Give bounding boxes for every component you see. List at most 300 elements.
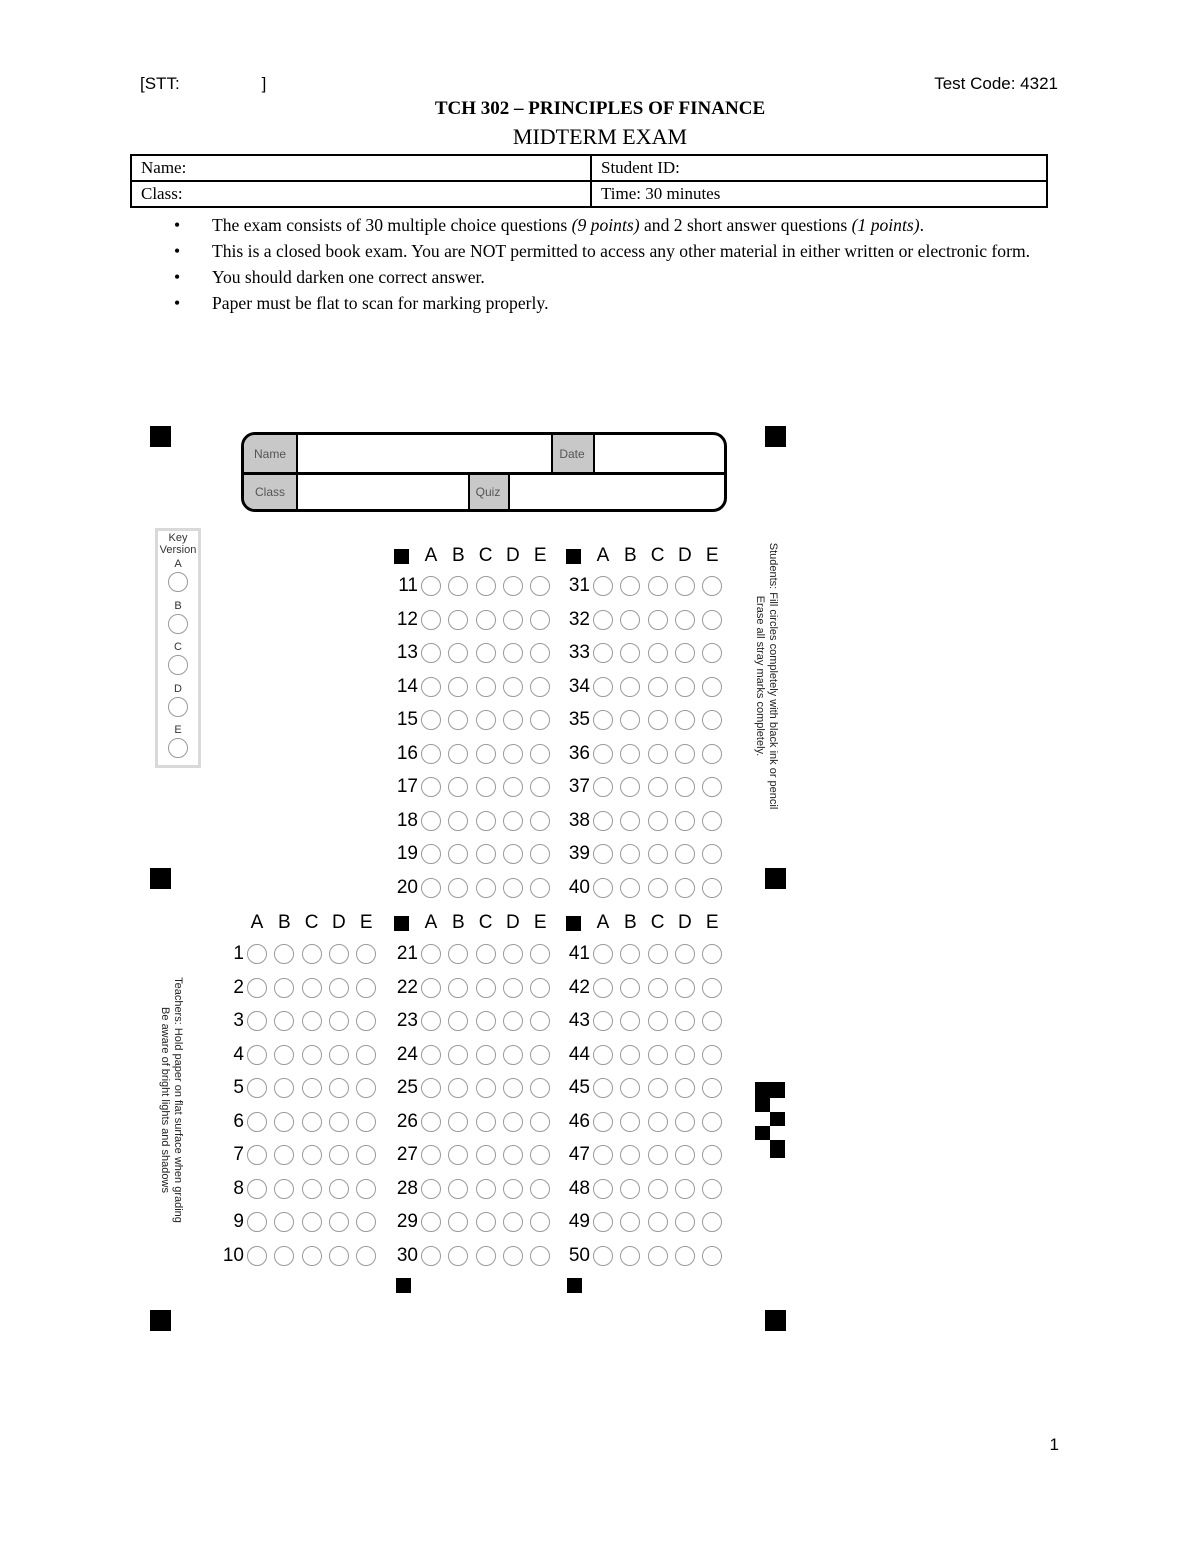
- answer-bubble[interactable]: [421, 576, 441, 596]
- answer-bubble[interactable]: [448, 610, 468, 630]
- answer-bubble[interactable]: [503, 844, 523, 864]
- answer-bubble[interactable]: [675, 744, 695, 764]
- answer-bubble[interactable]: [356, 1179, 376, 1199]
- answer-bubble[interactable]: [448, 1045, 468, 1065]
- answer-bubble[interactable]: [503, 978, 523, 998]
- answer-bubble[interactable]: [503, 1212, 523, 1232]
- answer-bubble[interactable]: [593, 844, 613, 864]
- answer-bubble[interactable]: [503, 1112, 523, 1132]
- answer-bubble[interactable]: [448, 643, 468, 663]
- question-number: 10: [222, 1244, 244, 1266]
- answer-bubble[interactable]: [593, 710, 613, 730]
- teacher-note: Be aware of bright lights and shadows: [159, 1007, 171, 1193]
- answer-bubble[interactable]: [421, 844, 441, 864]
- answer-bubble[interactable]: [593, 1045, 613, 1065]
- answer-bubble[interactable]: [593, 1179, 613, 1199]
- answer-bubble[interactable]: [421, 744, 441, 764]
- answer-bubble[interactable]: [329, 1145, 349, 1165]
- column-marker: [566, 549, 581, 564]
- question-number: 11: [398, 575, 418, 596]
- answer-bubble[interactable]: [530, 1145, 550, 1165]
- answer-bubble[interactable]: [247, 1246, 267, 1266]
- answer-bubble[interactable]: [593, 643, 613, 663]
- answer-bubble[interactable]: [530, 1212, 550, 1232]
- answer-bubble[interactable]: [648, 677, 668, 697]
- answer-bubble[interactable]: [356, 1246, 376, 1266]
- key-version-bubble[interactable]: [168, 697, 188, 717]
- answer-bubble[interactable]: [247, 1078, 267, 1098]
- answer-bubble[interactable]: [675, 643, 695, 663]
- answer-bubble[interactable]: [302, 1078, 322, 1098]
- answer-bubble[interactable]: [421, 1145, 441, 1165]
- answer-bubble[interactable]: [648, 1011, 668, 1031]
- answer-bubble[interactable]: [503, 1078, 523, 1098]
- question-number: 24: [396, 1043, 418, 1065]
- answer-bubble[interactable]: [247, 944, 267, 964]
- answer-bubble[interactable]: [448, 677, 468, 697]
- answer-bubble[interactable]: [593, 978, 613, 998]
- answer-bubble[interactable]: [620, 1212, 640, 1232]
- answer-bubble[interactable]: [476, 878, 496, 898]
- key-version-bubble[interactable]: [168, 614, 188, 634]
- answer-bubble[interactable]: [593, 944, 613, 964]
- answer-bubble[interactable]: [675, 1212, 695, 1232]
- choice-letter: E: [705, 545, 719, 566]
- question-number: 39: [568, 843, 590, 864]
- answer-bubble[interactable]: [702, 677, 722, 697]
- question-number: 48: [568, 1177, 590, 1199]
- answer-bubble[interactable]: [530, 1011, 550, 1031]
- answer-bubble[interactable]: [421, 1212, 441, 1232]
- answer-bubble[interactable]: [503, 1045, 523, 1065]
- question-number: 20: [396, 876, 418, 898]
- answer-bubble[interactable]: [648, 1145, 668, 1165]
- answer-bubble[interactable]: [421, 643, 441, 663]
- answer-bubble[interactable]: [530, 576, 550, 596]
- answer-bubble[interactable]: [675, 978, 695, 998]
- answer-bubble[interactable]: [421, 1112, 441, 1132]
- answer-bubble[interactable]: [476, 1011, 496, 1031]
- question-number: 27: [396, 1144, 418, 1165]
- answer-bubble[interactable]: [675, 1045, 695, 1065]
- answer-bubble[interactable]: [702, 643, 722, 663]
- answer-bubble[interactable]: [702, 576, 722, 596]
- answer-bubble[interactable]: [593, 1112, 613, 1132]
- answer-bubble[interactable]: [247, 978, 267, 998]
- answer-bubble[interactable]: [302, 1212, 322, 1232]
- answer-bubble[interactable]: [421, 811, 441, 831]
- answer-bubble[interactable]: [675, 944, 695, 964]
- choice-letter: D: [506, 545, 520, 566]
- key-version-bubble[interactable]: [168, 572, 188, 592]
- answer-bubble[interactable]: [476, 1045, 496, 1065]
- answer-bubble[interactable]: [702, 1212, 722, 1232]
- answer-bubble[interactable]: [274, 1145, 294, 1165]
- answer-bubble[interactable]: [675, 878, 695, 898]
- answer-bubble[interactable]: [356, 978, 376, 998]
- key-version-bubble[interactable]: [168, 738, 188, 758]
- answer-bubble[interactable]: [448, 1179, 468, 1199]
- answer-bubble[interactable]: [302, 1179, 322, 1199]
- answer-bubble[interactable]: [356, 944, 376, 964]
- answer-bubble[interactable]: [356, 1212, 376, 1232]
- answer-bubble[interactable]: [421, 944, 441, 964]
- answer-bubble[interactable]: [302, 944, 322, 964]
- answer-bubble[interactable]: [476, 1078, 496, 1098]
- answer-bubble[interactable]: [448, 1212, 468, 1232]
- answer-bubble[interactable]: [702, 944, 722, 964]
- answer-bubble[interactable]: [648, 1112, 668, 1132]
- answer-bubble[interactable]: [620, 744, 640, 764]
- answer-bubble[interactable]: [274, 1112, 294, 1132]
- answer-bubble[interactable]: [476, 1179, 496, 1199]
- question-number: 9: [233, 1211, 244, 1232]
- answer-bubble[interactable]: [329, 978, 349, 998]
- answer-bubble[interactable]: [329, 1212, 349, 1232]
- answer-bubble[interactable]: [356, 1045, 376, 1065]
- answer-bubble[interactable]: [503, 1246, 523, 1266]
- answer-bubble[interactable]: [274, 1045, 294, 1065]
- answer-bubble[interactable]: [530, 1246, 550, 1266]
- choice-letter: B: [623, 912, 637, 933]
- answer-bubble[interactable]: [247, 1011, 267, 1031]
- answer-bubble[interactable]: [476, 610, 496, 630]
- answer-bubble[interactable]: [247, 1212, 267, 1232]
- sheet-quiz-label: Quiz: [468, 475, 508, 509]
- question-number: 18: [396, 809, 418, 831]
- answer-bubble[interactable]: [620, 1045, 640, 1065]
- answer-bubble[interactable]: [476, 944, 496, 964]
- answer-bubble[interactable]: [274, 1212, 294, 1232]
- name-cell[interactable]: Name:: [131, 155, 591, 181]
- answer-bubble[interactable]: [702, 811, 722, 831]
- answer-bubble[interactable]: [593, 811, 613, 831]
- answer-bubble[interactable]: [476, 710, 496, 730]
- answer-bubble[interactable]: [247, 1179, 267, 1199]
- question-number: 22: [396, 976, 418, 998]
- answer-bubble[interactable]: [648, 811, 668, 831]
- question-number: 25: [396, 1077, 418, 1098]
- answer-bubble[interactable]: [421, 1179, 441, 1199]
- answer-bubble[interactable]: [329, 1179, 349, 1199]
- timing-mark: [755, 1126, 770, 1140]
- answer-bubble[interactable]: [421, 677, 441, 697]
- registration-mark: [150, 426, 171, 447]
- answer-bubble[interactable]: [421, 1246, 441, 1266]
- answer-bubble[interactable]: [448, 777, 468, 797]
- answer-bubble[interactable]: [503, 777, 523, 797]
- question-number: 38: [568, 809, 590, 831]
- answer-bubble[interactable]: [593, 1011, 613, 1031]
- answer-bubble[interactable]: [448, 944, 468, 964]
- answer-bubble[interactable]: [247, 1045, 267, 1065]
- answer-bubble[interactable]: [648, 710, 668, 730]
- question-number: 12: [396, 608, 418, 630]
- answer-bubble[interactable]: [503, 643, 523, 663]
- answer-bubble[interactable]: [476, 1145, 496, 1165]
- answer-bubble[interactable]: [593, 1246, 613, 1266]
- answer-bubble[interactable]: [648, 844, 668, 864]
- answer-bubble[interactable]: [620, 777, 640, 797]
- answer-bubble[interactable]: [702, 710, 722, 730]
- answer-bubble[interactable]: [274, 1078, 294, 1098]
- answer-bubble[interactable]: [675, 1246, 695, 1266]
- answer-bubble[interactable]: [421, 978, 441, 998]
- answer-bubble[interactable]: [648, 1212, 668, 1232]
- answer-bubble[interactable]: [593, 1212, 613, 1232]
- answer-bubble[interactable]: [476, 643, 496, 663]
- answer-bubble[interactable]: [247, 1145, 267, 1165]
- answer-bubble[interactable]: [302, 1246, 322, 1266]
- answer-bubble[interactable]: [476, 677, 496, 697]
- answer-bubble[interactable]: [620, 610, 640, 630]
- student-id-cell[interactable]: Student ID:: [591, 155, 1047, 181]
- answer-bubble[interactable]: [530, 944, 550, 964]
- answer-bubble[interactable]: [448, 844, 468, 864]
- choice-letter: D: [332, 912, 346, 933]
- class-cell[interactable]: Class:: [131, 181, 591, 207]
- answer-bubble[interactable]: [675, 1078, 695, 1098]
- answer-bubble[interactable]: [620, 677, 640, 697]
- answer-bubble[interactable]: [476, 811, 496, 831]
- answer-bubble[interactable]: [530, 1179, 550, 1199]
- answer-bubble[interactable]: [530, 1045, 550, 1065]
- registration-mark: [150, 1310, 171, 1331]
- key-version-bubble[interactable]: [168, 655, 188, 675]
- answer-bubble[interactable]: [620, 811, 640, 831]
- question-number: 14: [396, 675, 418, 697]
- answer-bubble[interactable]: [356, 1112, 376, 1132]
- answer-bubble[interactable]: [702, 978, 722, 998]
- answer-bubble[interactable]: [448, 1112, 468, 1132]
- answer-bubble[interactable]: [648, 1179, 668, 1199]
- answer-bubble[interactable]: [675, 610, 695, 630]
- answer-bubble[interactable]: [329, 1112, 349, 1132]
- answer-bubble[interactable]: [476, 844, 496, 864]
- answer-bubble[interactable]: [329, 1011, 349, 1031]
- answer-bubble[interactable]: [274, 944, 294, 964]
- answer-bubble[interactable]: [648, 576, 668, 596]
- choice-letter: C: [650, 545, 665, 566]
- answer-bubble[interactable]: [448, 1145, 468, 1165]
- answer-bubble[interactable]: [421, 878, 441, 898]
- answer-bubble[interactable]: [620, 878, 640, 898]
- answer-bubble[interactable]: [530, 811, 550, 831]
- answer-bubble[interactable]: [247, 1112, 267, 1132]
- answer-bubble[interactable]: [476, 1246, 496, 1266]
- answer-bubble[interactable]: [421, 777, 441, 797]
- answer-bubble[interactable]: [675, 677, 695, 697]
- answer-bubble[interactable]: [421, 1011, 441, 1031]
- answer-bubble[interactable]: [620, 1246, 640, 1266]
- answer-bubble[interactable]: [702, 1145, 722, 1165]
- choice-letter: D: [678, 912, 692, 933]
- answer-bubble[interactable]: [503, 744, 523, 764]
- answer-bubble[interactable]: [648, 777, 668, 797]
- answer-bubble[interactable]: [356, 1078, 376, 1098]
- answer-bubble[interactable]: [448, 878, 468, 898]
- answer-bubble[interactable]: [675, 844, 695, 864]
- answer-bubble[interactable]: [329, 1045, 349, 1065]
- question-number: 41: [568, 943, 590, 964]
- question-number: 8: [233, 1177, 244, 1199]
- choice-letter: A: [596, 912, 610, 933]
- answer-bubble[interactable]: [593, 677, 613, 697]
- stt-close: ]: [261, 74, 267, 93]
- answer-bubble[interactable]: [448, 576, 468, 596]
- answer-bubble[interactable]: [620, 643, 640, 663]
- answer-bubble[interactable]: [675, 1112, 695, 1132]
- answer-bubble[interactable]: [421, 1045, 441, 1065]
- answer-bubble[interactable]: [274, 1179, 294, 1199]
- answer-bubble[interactable]: [593, 576, 613, 596]
- answer-bubble[interactable]: [448, 744, 468, 764]
- answer-bubble[interactable]: [530, 844, 550, 864]
- answer-bubble[interactable]: [702, 1078, 722, 1098]
- answer-bubble[interactable]: [702, 878, 722, 898]
- answer-bubble[interactable]: [648, 978, 668, 998]
- answer-bubble[interactable]: [448, 710, 468, 730]
- answer-bubble[interactable]: [274, 1246, 294, 1266]
- sheet-header-box: [241, 432, 727, 512]
- answer-bubble[interactable]: [675, 1011, 695, 1031]
- answer-bubble[interactable]: [421, 610, 441, 630]
- answer-bubble[interactable]: [530, 677, 550, 697]
- answer-bubble[interactable]: [503, 1145, 523, 1165]
- answer-bubble[interactable]: [356, 1011, 376, 1031]
- answer-bubble[interactable]: [702, 744, 722, 764]
- answer-bubble[interactable]: [530, 978, 550, 998]
- answer-bubble[interactable]: [476, 744, 496, 764]
- answer-bubble[interactable]: [503, 878, 523, 898]
- answer-bubble[interactable]: [593, 878, 613, 898]
- answer-bubble[interactable]: [302, 978, 322, 998]
- answer-bubble[interactable]: [448, 811, 468, 831]
- instruction-item: • You should darken one correct answer.: [172, 264, 1052, 290]
- answer-bubble[interactable]: [530, 878, 550, 898]
- answer-bubble[interactable]: [648, 944, 668, 964]
- answer-bubble[interactable]: [302, 1011, 322, 1031]
- answer-bubble[interactable]: [675, 576, 695, 596]
- answer-bubble[interactable]: [675, 1179, 695, 1199]
- answer-bubble[interactable]: [593, 744, 613, 764]
- answer-bubble[interactable]: [648, 610, 668, 630]
- column-marker: [394, 916, 409, 931]
- answer-bubble[interactable]: [702, 777, 722, 797]
- answer-bubble[interactable]: [702, 1179, 722, 1199]
- answer-bubble[interactable]: [530, 643, 550, 663]
- answer-bubble[interactable]: [620, 844, 640, 864]
- answer-bubble[interactable]: [530, 777, 550, 797]
- answer-bubble[interactable]: [620, 1011, 640, 1031]
- answer-bubble[interactable]: [503, 610, 523, 630]
- answer-bubble[interactable]: [530, 710, 550, 730]
- answer-bubble[interactable]: [675, 811, 695, 831]
- answer-bubble[interactable]: [476, 576, 496, 596]
- answer-bubble[interactable]: [620, 1145, 640, 1165]
- answer-bubble[interactable]: [702, 1112, 722, 1132]
- answer-bubble[interactable]: [648, 1045, 668, 1065]
- answer-bubble[interactable]: [329, 1078, 349, 1098]
- answer-bubble[interactable]: [302, 1145, 322, 1165]
- answer-bubble[interactable]: [503, 944, 523, 964]
- answer-bubble[interactable]: [593, 1145, 613, 1165]
- answer-bubble[interactable]: [620, 710, 640, 730]
- answer-bubble[interactable]: [421, 1078, 441, 1098]
- answer-bubble[interactable]: [620, 576, 640, 596]
- question-number: 43: [568, 1010, 590, 1031]
- answer-bubble[interactable]: [421, 710, 441, 730]
- answer-bubble[interactable]: [675, 710, 695, 730]
- answer-bubble[interactable]: [648, 1246, 668, 1266]
- answer-bubble[interactable]: [530, 744, 550, 764]
- registration-mark: [765, 1310, 786, 1331]
- choice-letter: B: [451, 545, 465, 566]
- answer-bubble[interactable]: [274, 978, 294, 998]
- answer-bubble[interactable]: [476, 777, 496, 797]
- answer-bubble[interactable]: [620, 944, 640, 964]
- answer-bubble[interactable]: [503, 1179, 523, 1199]
- answer-bubble[interactable]: [503, 811, 523, 831]
- answer-bubble[interactable]: [476, 1112, 496, 1132]
- answer-bubble[interactable]: [530, 610, 550, 630]
- instruction-item: • This is a closed book exam. You are NOT permitted to access any other material in either written or electronic form.: [172, 238, 1052, 264]
- answer-bubble[interactable]: [702, 1011, 722, 1031]
- answer-bubble[interactable]: [476, 978, 496, 998]
- answer-bubble[interactable]: [302, 1112, 322, 1132]
- answer-bubble[interactable]: [620, 978, 640, 998]
- answer-bubble[interactable]: [675, 777, 695, 797]
- answer-bubble[interactable]: [329, 1246, 349, 1266]
- answer-bubble[interactable]: [620, 1179, 640, 1199]
- answer-bubble[interactable]: [702, 610, 722, 630]
- answer-bubble[interactable]: [593, 777, 613, 797]
- answer-bubble[interactable]: [702, 1045, 722, 1065]
- answer-bubble[interactable]: [620, 1112, 640, 1132]
- answer-bubble[interactable]: [530, 1112, 550, 1132]
- answer-bubble[interactable]: [448, 1078, 468, 1098]
- question-number: 36: [568, 742, 590, 764]
- answer-bubble[interactable]: [503, 1011, 523, 1031]
- course-title: TCH 302 – PRINCIPLES OF FINANCE: [434, 98, 766, 119]
- answer-bubble[interactable]: [702, 1246, 722, 1266]
- answer-bubble[interactable]: [648, 1078, 668, 1098]
- answer-bubble[interactable]: [503, 576, 523, 596]
- answer-bubble[interactable]: [503, 710, 523, 730]
- answer-bubble[interactable]: [648, 643, 668, 663]
- answer-bubble[interactable]: [503, 677, 523, 697]
- answer-bubble[interactable]: [302, 1045, 322, 1065]
- answer-bubble[interactable]: [620, 1078, 640, 1098]
- answer-bubble[interactable]: [593, 610, 613, 630]
- answer-bubble[interactable]: [329, 944, 349, 964]
- answer-bubble[interactable]: [648, 744, 668, 764]
- question-number: 28: [396, 1177, 418, 1199]
- answer-bubble[interactable]: [675, 1145, 695, 1165]
- answer-bubble[interactable]: [448, 1011, 468, 1031]
- answer-bubble[interactable]: [274, 1011, 294, 1031]
- answer-bubble[interactable]: [448, 978, 468, 998]
- answer-bubble[interactable]: [530, 1078, 550, 1098]
- answer-bubble[interactable]: [648, 878, 668, 898]
- answer-bubble[interactable]: [356, 1145, 376, 1165]
- answer-bubble[interactable]: [476, 1212, 496, 1232]
- answer-bubble[interactable]: [702, 844, 722, 864]
- instruction-item: • The exam consists of 30 multiple choice questions (9 points) and 2 short answer questions (1 points).: [172, 212, 1052, 238]
- choice-letter: C: [478, 912, 493, 933]
- answer-bubble[interactable]: [593, 1078, 613, 1098]
- answer-bubble[interactable]: [448, 1246, 468, 1266]
